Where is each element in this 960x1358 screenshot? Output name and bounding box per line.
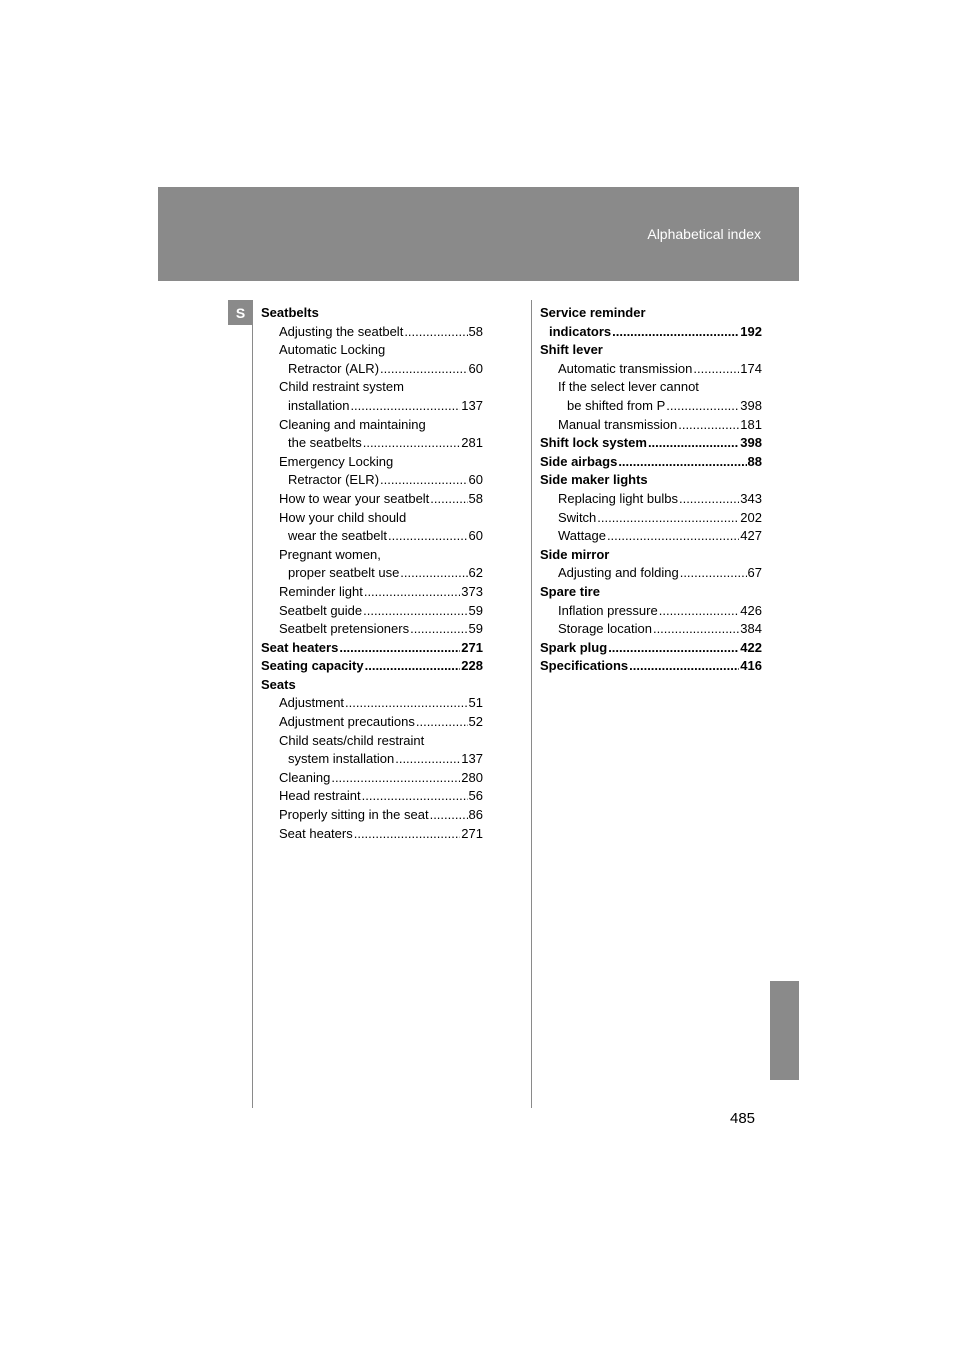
index-entry-page: 416 (740, 658, 762, 674)
index-entry (261, 434, 483, 453)
index-entry (540, 416, 762, 435)
index-entry-page: 228 (461, 658, 483, 674)
index-entry (261, 416, 483, 435)
dot-leader (380, 360, 468, 379)
index-entry (261, 639, 483, 658)
dot-leader (354, 825, 461, 844)
index-entry-text: Inflation pressure (558, 602, 658, 618)
index-entry-text: wear the seatbelt (288, 528, 388, 544)
index-entry-page: 60 (468, 472, 483, 488)
index-entry-text: Cleaning (279, 769, 331, 785)
index-entry-page: 343 (740, 490, 762, 506)
index-entry (261, 304, 483, 323)
index-entry-page: 56 (468, 788, 483, 804)
index-entry (261, 546, 483, 565)
index-entry-text: Adjusting and folding (558, 565, 679, 581)
index-entry-page: 280 (461, 769, 483, 785)
index-entry (540, 490, 762, 509)
dot-leader (629, 657, 739, 676)
index-entry (540, 434, 762, 453)
index-entry (261, 397, 483, 416)
index-entry-text: installation (288, 397, 350, 413)
chapter-thumb-tab (770, 981, 799, 1080)
index-entry-page: 271 (461, 639, 483, 655)
dot-leader (693, 360, 739, 379)
dot-leader (679, 490, 739, 509)
index-entry-page: 373 (461, 583, 483, 599)
index-entry-page: 174 (740, 360, 762, 376)
index-entry-page: 60 (468, 528, 483, 544)
index-entry-page: 51 (468, 695, 483, 711)
index-entry (540, 360, 762, 379)
index-entry-page: 427 (740, 528, 762, 544)
index-entry (540, 546, 762, 565)
index-entry-text: Seat heaters (261, 639, 339, 655)
index-entry-text: Seatbelt pretensioners (279, 621, 410, 637)
dot-leader (362, 787, 468, 806)
index-entry (540, 341, 762, 360)
index-entry-text: Seatbelts (261, 305, 319, 320)
dot-leader (607, 527, 739, 546)
index-entry (540, 657, 762, 676)
index-entry-text: Retractor (ELR) (288, 472, 380, 488)
index-column-left (261, 304, 483, 843)
dot-leader (331, 769, 460, 788)
index-entry-text: indicators (549, 323, 612, 339)
index-entry-text: Seating capacity (261, 658, 364, 674)
index-entry-text: Emergency Locking (279, 453, 394, 469)
index-entry (261, 620, 483, 639)
index-entry-page: 88 (747, 453, 762, 469)
dot-leader (430, 806, 468, 825)
index-entry (540, 453, 762, 472)
index-entry-text: system installation (288, 751, 395, 767)
index-entry (540, 323, 762, 342)
index-entry (540, 602, 762, 621)
index-entry-text: Spark plug (540, 639, 608, 655)
index-entry-page: 86 (468, 807, 483, 823)
dot-leader (363, 602, 467, 621)
dot-leader (365, 657, 461, 676)
index-entry-text: proper seatbelt use (288, 565, 400, 581)
column-rule-middle (531, 300, 532, 1108)
index-entry (261, 509, 483, 528)
index-entry-page: 62 (468, 565, 483, 581)
index-entry-text: Shift lock system (540, 435, 647, 451)
index-entry (261, 825, 483, 844)
index-entry (261, 787, 483, 806)
index-entry-page: 422 (740, 639, 762, 655)
index-entry (261, 360, 483, 379)
index-entry (261, 490, 483, 509)
page-number: 485 (730, 1110, 756, 1127)
dot-leader (597, 509, 739, 528)
index-entry-page: 192 (740, 323, 762, 339)
dot-leader (339, 639, 460, 658)
index-entry (261, 732, 483, 751)
index-entry-page: 137 (461, 397, 483, 413)
index-entry (540, 471, 762, 490)
index-entry-page: 52 (468, 714, 483, 730)
index-entry (261, 806, 483, 825)
index-entry-text: the seatbelts (288, 435, 362, 451)
index-entry-page: 271 (461, 825, 483, 841)
dot-leader (678, 416, 739, 435)
dot-leader (608, 639, 739, 658)
index-entry (261, 378, 483, 397)
index-entry (261, 564, 483, 583)
dot-leader (612, 323, 739, 342)
index-entry (540, 583, 762, 602)
index-entry-page: 181 (740, 416, 762, 432)
index-entry-text: Automatic transmission (558, 360, 693, 376)
dot-leader (395, 750, 460, 769)
index-entry-page: 58 (468, 323, 483, 339)
index-entry (540, 397, 762, 416)
index-column-right (540, 304, 762, 676)
index-entry-text: Replacing light bulbs (558, 490, 678, 506)
dot-leader (680, 564, 747, 583)
index-entry-text: Seat heaters (279, 825, 353, 841)
index-entry (261, 657, 483, 676)
index-entry-text: Adjusting the seatbelt (279, 323, 404, 339)
index-entry (261, 583, 483, 602)
index-entry-text: be shifted from P (567, 397, 666, 413)
index-entry-text: Spare tire (540, 583, 600, 599)
index-entry-text: Storage location (558, 621, 652, 637)
index-entry-text: Child seats/child restraint (279, 732, 425, 748)
index-entry (540, 639, 762, 658)
index-entry-page: 398 (740, 397, 762, 413)
index-entry-text: Side airbags (540, 453, 618, 469)
index-entry-text: Retractor (ALR) (288, 360, 380, 376)
index-entry-text: Reminder light (279, 583, 363, 599)
index-entry-page: 384 (740, 621, 762, 637)
index-entry-text: Properly sitting in the seat (279, 807, 429, 823)
dot-leader (618, 453, 746, 472)
index-entry-text: Seatbelt guide (279, 602, 363, 618)
index-entry (540, 304, 762, 323)
index-letter-tab: S (228, 300, 253, 325)
index-entry (540, 378, 762, 397)
dot-leader (400, 564, 467, 583)
index-entry-text: Cleaning and maintaining (279, 416, 426, 432)
index-entry-text: Side maker lights (540, 472, 648, 488)
dot-leader (653, 620, 739, 639)
dot-leader (404, 323, 467, 342)
index-entry-text: Wattage (558, 528, 606, 544)
header-band (158, 187, 799, 281)
index-entry (261, 769, 483, 788)
dot-leader (659, 602, 740, 621)
index-entry-page: 426 (740, 602, 762, 618)
index-entry-text: Switch (558, 509, 597, 525)
index-entry-text: Specifications (540, 658, 629, 674)
index-entry-text: Manual transmission (558, 416, 678, 432)
index-entry-text: Adjustment precautions (279, 714, 415, 730)
dot-leader (345, 694, 467, 713)
index-entry (540, 527, 762, 546)
index-entry (261, 694, 483, 713)
index-entry-page: 398 (740, 435, 762, 451)
index-entry-text: Head restraint (279, 788, 361, 804)
dot-leader (350, 397, 460, 416)
index-entry (261, 471, 483, 490)
index-entry-page: 67 (747, 565, 762, 581)
index-entry-text: Automatic Locking (279, 342, 386, 358)
index-entry (540, 620, 762, 639)
index-entry-text: Child restraint system (279, 379, 404, 395)
index-entry-page: 59 (468, 621, 483, 637)
index-entry (261, 341, 483, 360)
index-entry (261, 713, 483, 732)
dot-leader (430, 490, 467, 509)
dot-leader (363, 434, 461, 453)
index-entry (540, 564, 762, 583)
index-entry-text: Pregnant women, (279, 546, 381, 562)
index-entry-page: 281 (461, 435, 483, 451)
section-title: Alphabetical index (647, 226, 761, 242)
dot-leader (388, 527, 468, 546)
dot-leader (416, 713, 468, 732)
index-entry-page: 59 (468, 602, 483, 618)
index-entry-text: Seats (261, 676, 296, 692)
index-entry-text: Side mirror (540, 546, 610, 562)
index-entry-page: 202 (740, 509, 762, 525)
dot-leader (648, 434, 739, 453)
dot-leader (666, 397, 739, 416)
dot-leader (410, 620, 467, 639)
dot-leader (364, 583, 460, 602)
dot-leader (380, 471, 468, 490)
index-entry-page: 60 (468, 360, 483, 376)
index-entry (261, 527, 483, 546)
index-entry-text: If the select lever cannot (558, 379, 699, 395)
index-entry (261, 676, 483, 695)
column-rule-left (252, 300, 253, 1108)
index-entry-text: Adjustment (279, 695, 345, 711)
index-entry-text: How to wear your seatbelt (279, 490, 430, 506)
index-entry-page: 137 (461, 751, 483, 767)
index-entry-text: Service reminder (540, 305, 646, 320)
index-entry-text: How your child should (279, 509, 407, 525)
index-entry-text: Shift lever (540, 342, 603, 358)
index-entry (540, 509, 762, 528)
index-entry (261, 602, 483, 621)
index-entry (261, 323, 483, 342)
index-entry (261, 453, 483, 472)
index-entry (261, 750, 483, 769)
index-entry-page: 58 (468, 490, 483, 506)
